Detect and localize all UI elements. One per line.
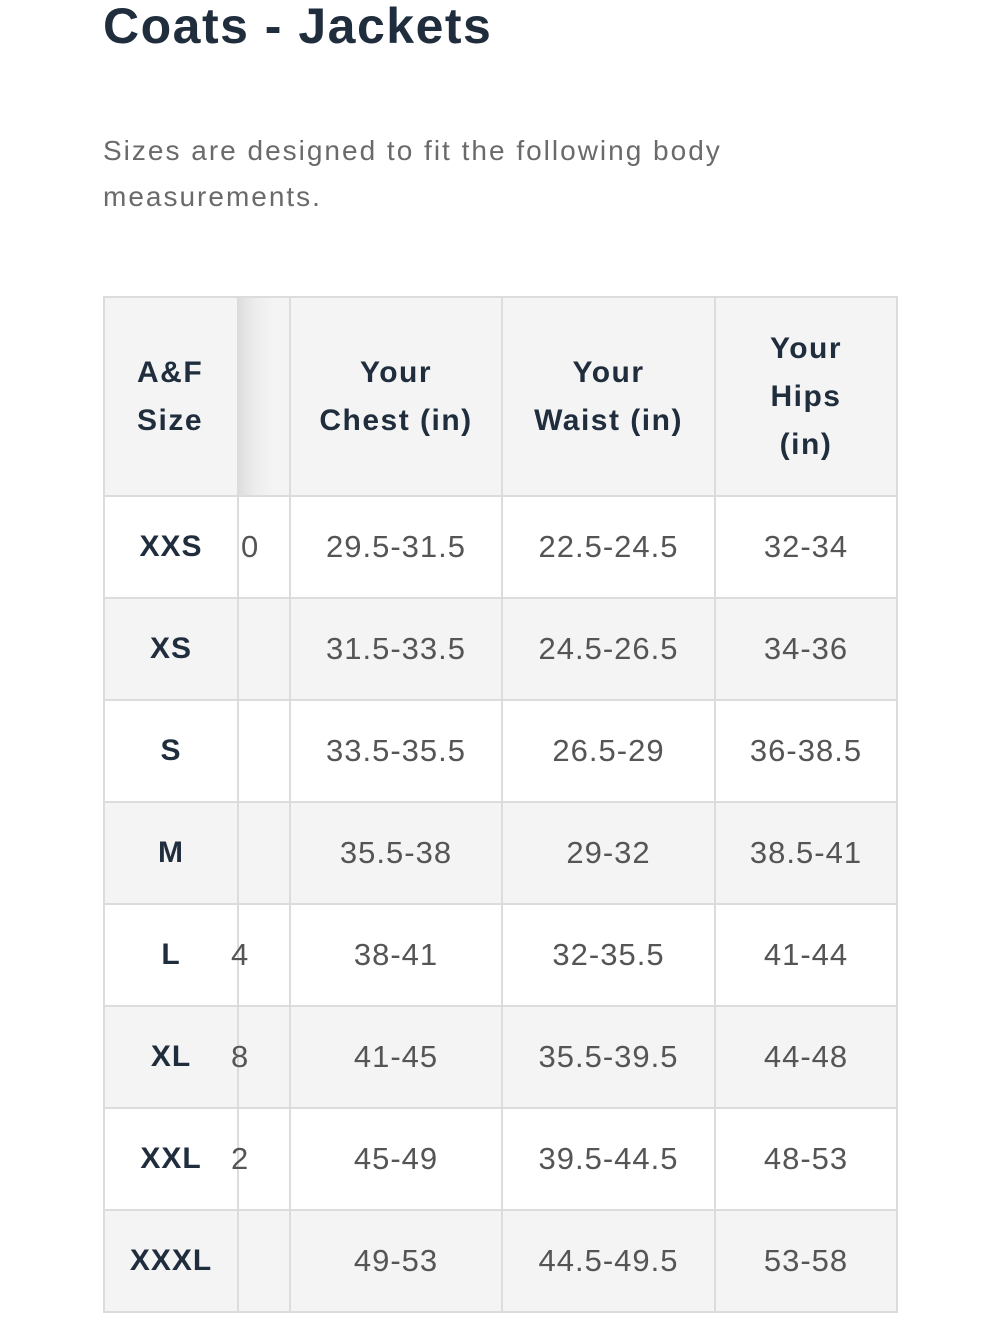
hips-cell: 53-58 bbox=[715, 1210, 897, 1312]
clipped-size-text: 2 bbox=[231, 1141, 250, 1176]
header-chest-line1: Your bbox=[359, 355, 433, 389]
size-cell: M bbox=[104, 802, 238, 904]
table-row bbox=[104, 700, 897, 802]
clipped-size-cell bbox=[238, 598, 290, 700]
waist-cell: 26.5-29 bbox=[502, 700, 715, 802]
clipped-size-cell bbox=[231, 904, 290, 1006]
waist-cell: 44.5-49.5 bbox=[502, 1210, 715, 1312]
header-af-size bbox=[104, 297, 238, 496]
table-row bbox=[104, 1210, 897, 1312]
hips-cell: 48-53 bbox=[715, 1108, 897, 1210]
size-cell: XXL bbox=[104, 1108, 238, 1210]
chest-cell: 31.5-33.5 bbox=[290, 598, 502, 700]
size-cell: S bbox=[104, 700, 238, 802]
table-row bbox=[104, 1108, 897, 1210]
waist-cell: 24.5-26.5 bbox=[502, 598, 715, 700]
clipped-size-cell bbox=[238, 496, 290, 598]
waist-cell: 22.5-24.5 bbox=[502, 496, 715, 598]
hips-cell: 32-34 bbox=[715, 496, 897, 598]
header-chest-line2: Chest (in) bbox=[319, 403, 473, 437]
chest-cell: 45-49 bbox=[290, 1108, 502, 1210]
clipped-size-cell bbox=[238, 1210, 290, 1312]
size-cell: XL bbox=[104, 1006, 238, 1108]
size-cell: XXXL bbox=[104, 1210, 238, 1312]
header-af-size-line2: Size bbox=[137, 403, 204, 437]
clipped-size-text: 8 bbox=[231, 1039, 250, 1074]
clipped-size-cell bbox=[231, 1108, 290, 1210]
chest-cell: 33.5-35.5 bbox=[290, 700, 502, 802]
hips-cell: 36-38.5 bbox=[715, 700, 897, 802]
intro-text: Sizes are designed to fit the following body measurements. bbox=[103, 135, 722, 212]
table-row bbox=[104, 802, 897, 904]
header-hips-line3: (in) bbox=[779, 427, 833, 461]
header-scroll-column bbox=[238, 297, 290, 496]
header-hips bbox=[715, 297, 897, 496]
header-af-size-line1: A&F bbox=[137, 355, 204, 389]
clipped-size-cell bbox=[238, 802, 290, 904]
clipped-size-cell bbox=[231, 1006, 290, 1108]
table-row bbox=[104, 496, 897, 598]
table-row bbox=[104, 598, 897, 700]
hips-cell: 44-48 bbox=[715, 1006, 897, 1108]
chest-cell: 49-53 bbox=[290, 1210, 502, 1312]
chest-cell: 35.5-38 bbox=[290, 802, 502, 904]
chest-cell: 41-45 bbox=[290, 1006, 502, 1108]
hips-cell: 34-36 bbox=[715, 598, 897, 700]
header-chest bbox=[290, 297, 502, 496]
header-hips-line2: Hips bbox=[770, 379, 842, 413]
clipped-size-cell bbox=[238, 700, 290, 802]
size-chart[interactable] bbox=[103, 296, 896, 1313]
waist-cell: 32-35.5 bbox=[502, 904, 715, 1006]
page-title: Coats - Jackets bbox=[103, 0, 493, 54]
size-table bbox=[103, 296, 898, 1313]
header-waist-line1: Your bbox=[572, 355, 645, 389]
waist-cell: 29-32 bbox=[502, 802, 715, 904]
table-header-row bbox=[104, 297, 897, 496]
size-cell: XS bbox=[104, 598, 238, 700]
waist-cell: 39.5-44.5 bbox=[502, 1108, 715, 1210]
size-cell: XXS bbox=[104, 496, 238, 598]
clipped-size-text: 4 bbox=[231, 937, 250, 972]
chest-cell: 29.5-31.5 bbox=[290, 496, 502, 598]
size-cell: L bbox=[104, 904, 238, 1006]
table-row bbox=[104, 904, 897, 1006]
header-waist bbox=[502, 297, 715, 496]
hips-cell: 38.5-41 bbox=[715, 802, 897, 904]
clipped-size-text: 0 bbox=[241, 529, 260, 564]
hips-cell: 41-44 bbox=[715, 904, 897, 1006]
table-row bbox=[104, 1006, 897, 1108]
header-waist-line2: Waist (in) bbox=[534, 403, 683, 437]
waist-cell: 35.5-39.5 bbox=[502, 1006, 715, 1108]
header-hips-line1: Your bbox=[769, 331, 843, 365]
chest-cell: 38-41 bbox=[290, 904, 502, 1006]
